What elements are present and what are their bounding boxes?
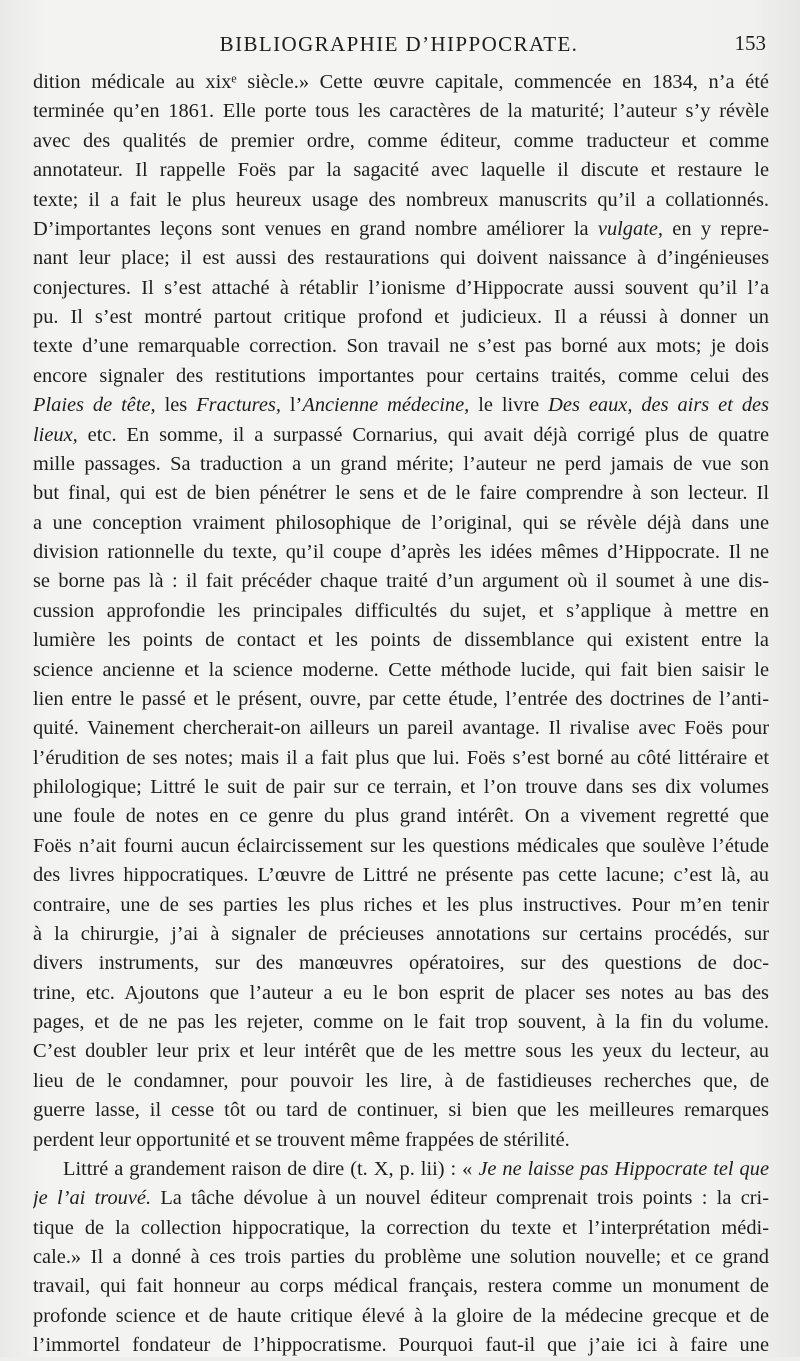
text-line <box>33 1037 769 1066</box>
line-text: guerre lasse, il cesse tôt ou tard de continuer, si bien que les meilleures remarques <box>33 1099 769 1122</box>
text-line <box>33 391 769 420</box>
text-line <box>33 567 769 596</box>
line-text: divers instruments, sur des manœuvres opératoires, sur des questions de doc- <box>33 952 769 975</box>
line-text: Foës n’ait fourni aucun éclaircissement sur les questions médicales que soulève l’étude <box>33 834 769 857</box>
text-line <box>33 1302 769 1331</box>
italic-text: Plaies de tête, <box>33 394 156 417</box>
line-text: D’importantes leçons sont venues en grand nombre améliorer la <box>33 217 598 240</box>
line-text: etc. En somme, il a surpassé Cornarius, qui avait déjà corrigé plus de quatre <box>77 423 769 446</box>
line-text: dition médicale au xixᵉ siècle.» Cette œuvre capitale, commencée en 1834, n’a été <box>33 71 769 93</box>
line-text: contraire, une de ses parties les plus riches et les plus instructives. Pour m’en tenir <box>33 893 769 916</box>
italic-text: lieux, <box>33 423 78 446</box>
line-text: avec des qualités de premier ordre, comme éditeur, comme traducteur et comme <box>33 129 769 152</box>
text-line <box>33 685 769 714</box>
text-line <box>33 450 769 479</box>
line-text: le livre <box>469 394 549 417</box>
text-line <box>33 1272 769 1301</box>
line-text: La tâche dévolue à un nouvel éditeur comprenait trois points : la cri- <box>151 1187 769 1210</box>
line-text: C’est doubler leur prix et leur intérêt que de les mettre sous les yeux du lecteur, au <box>33 1040 769 1063</box>
line-text: des livres hippocratiques. L’œuvre de Littré ne présente pas cette lacune; c’est là, au <box>33 864 769 887</box>
line-text: profonde science et de haute critique élevé à la gloire de la médecine grecque et de <box>33 1304 769 1327</box>
line-text: encore signaler des restitutions importantes pour certains traités, comme celui des <box>33 364 769 387</box>
line-text: texte d’une remarquable correction. Son travail ne s’est pas borné aux mots; je dois <box>33 335 769 358</box>
line-text: texte; il a fait le plus heureux usage des nombreux manuscrits qu’il a collationnés. <box>33 188 769 211</box>
text-line <box>33 891 769 920</box>
text-line <box>33 861 769 890</box>
text-line <box>33 186 769 215</box>
italic-text: je l’ai trouvé. <box>33 1187 152 1210</box>
body-text <box>33 68 769 1361</box>
text-line <box>33 656 769 685</box>
line-text: cussion approfondie les principales difficultés du sujet, et s’applique à mettre en <box>33 599 769 622</box>
text-line <box>33 597 769 626</box>
text-line <box>33 744 769 773</box>
line-text: science ancienne et la science moderne. Cette méthode lucide, qui fait bien saisir le <box>33 658 769 681</box>
running-head <box>30 30 768 58</box>
text-line <box>33 362 769 391</box>
line-text: perdent leur opportunité et se trouvent même frappées de stérilité. <box>33 1128 570 1151</box>
text-line <box>33 97 769 126</box>
text-line <box>33 1096 769 1125</box>
line-text: mille passages. Sa traduction a un grand mérite; l’auteur ne perd jamais de vue son <box>33 452 769 475</box>
text-line <box>33 949 769 978</box>
line-text: lumière les points de contact et les points de dissemblance qui existent entre la <box>33 629 769 652</box>
text-line <box>33 538 769 567</box>
line-text: à la chirurgie, j’ai à signaler de précieuses annotations sur certains procédés, sur <box>33 922 769 945</box>
line-text: pu. Il s’est montré partout critique profond et judicieux. Il a réussi à donner un <box>33 306 769 328</box>
text-line <box>33 1126 769 1155</box>
text-line <box>33 714 769 743</box>
text-line <box>33 1214 769 1243</box>
text-line <box>33 979 769 1008</box>
line-text: lieu de le condamner, pour pouvoir les lire, à de fastidieuses recherches que, de <box>33 1069 769 1092</box>
line-text: les <box>155 394 197 417</box>
line-text: conjectures. Il s’est attaché à rétablir l’ionisme d’Hippocrate aussi souvent qu’il l’a <box>33 276 769 299</box>
text-line <box>33 244 769 273</box>
line-text: trine, etc. Ajoutons que l’auteur a eu le bon esprit de placer ses notes au bas des <box>33 981 769 1004</box>
line-text: pages, et de ne pas les rejeter, comme on le fait trop souvent, à la fin du volume. <box>33 1011 769 1033</box>
text-line <box>33 303 769 332</box>
text-line <box>33 1008 769 1037</box>
text-line <box>33 1155 769 1184</box>
text-line <box>33 773 769 802</box>
text-line <box>33 626 769 655</box>
text-line <box>33 920 769 949</box>
line-text: but final, qui est de bien pénétrer le sens et de le faire comprendre à son lecteur. Il <box>33 482 769 505</box>
text-line <box>33 479 769 508</box>
italic-text: Je ne laisse pas Hippocrate tel que <box>478 1157 769 1180</box>
text-line <box>33 1331 769 1360</box>
italic-text: Ancienne médecine, <box>302 394 470 417</box>
text-line <box>33 274 769 303</box>
line-text: lien entre le passé et le présent, ouvre, par cette étude, l’entrée des doctrines de l’anti- <box>33 687 769 710</box>
line-text: tique de la collection hippocratique, la correction du texte et l’interprétation médi- <box>33 1216 769 1239</box>
line-text: division rationnelle du texte, qu’il coupe d’après les idées mêmes d’Hippocrate. Il ne <box>33 541 769 563</box>
line-text: cale.» Il a donné à ces trois parties du problème une solution nouvelle; et ce grand <box>33 1246 769 1268</box>
line-text: a une conception vraiment philosophique de l’original, qui se révèle déjà dans une <box>33 511 769 534</box>
text-line <box>33 127 769 156</box>
line-text: l’érudition de ses notes; mais il a fait plus que lui. Foës s’est borné au côté littéraire et <box>33 746 769 769</box>
italic-text: Des eaux, des airs et des <box>548 394 769 417</box>
text-line <box>33 1243 769 1272</box>
text-line <box>33 802 769 831</box>
text-line <box>33 68 769 97</box>
text-line <box>33 156 769 185</box>
line-text: l’ <box>280 394 303 417</box>
line-text: nant leur place; il est aussi des restaurations qui doivent naissance à d’ingénieuses <box>33 247 769 270</box>
line-text: Littré a grandement raison de dire (t. X, p. lii) : « <box>63 1157 479 1180</box>
text-line <box>33 832 769 861</box>
text-line <box>33 1067 769 1096</box>
line-text: une foule de notes en ce genre du plus grand intérêt. On a vivement regretté que <box>33 805 769 828</box>
italic-text: Fractures, <box>196 394 281 417</box>
text-line <box>33 509 769 538</box>
line-text: l’immortel fondateur de l’hippocratisme. Pourquoi faut-il que j’aie ici à faire une <box>33 1334 769 1357</box>
line-text: annotateur. Il rappelle Foës par la sagacité avec laquelle il discute et restaure le <box>33 159 769 182</box>
text-line <box>33 1184 769 1213</box>
line-text: terminée qu’en 1861. Elle porte tous les caractères de la maturité; l’auteur s’y révèle <box>33 100 769 123</box>
text-line <box>33 215 769 244</box>
line-text: philologique; Littré le suit de pair sur ce terrain, et l’on trouve dans ses dix volumes <box>33 776 769 798</box>
line-text: travail, qui fait honneur au corps médical français, restera comme un monument de <box>33 1275 769 1298</box>
text-line <box>33 332 769 361</box>
italic-text: vulgate, <box>597 217 664 240</box>
text-line <box>33 421 769 450</box>
line-text: en y repre- <box>663 217 769 240</box>
line-text: se borne pas là : il fait précéder chaque traité d’un argument où il soumet à une dis- <box>33 570 769 593</box>
line-text: quité. Vainement chercherait-on ailleurs un pareil avantage. Il rivalise avec Foës pour <box>33 717 769 740</box>
page-number: 153 <box>734 31 766 55</box>
running-head-title: BIBLIOGRAPHIE D’HIPPOCRATE. <box>219 32 579 56</box>
